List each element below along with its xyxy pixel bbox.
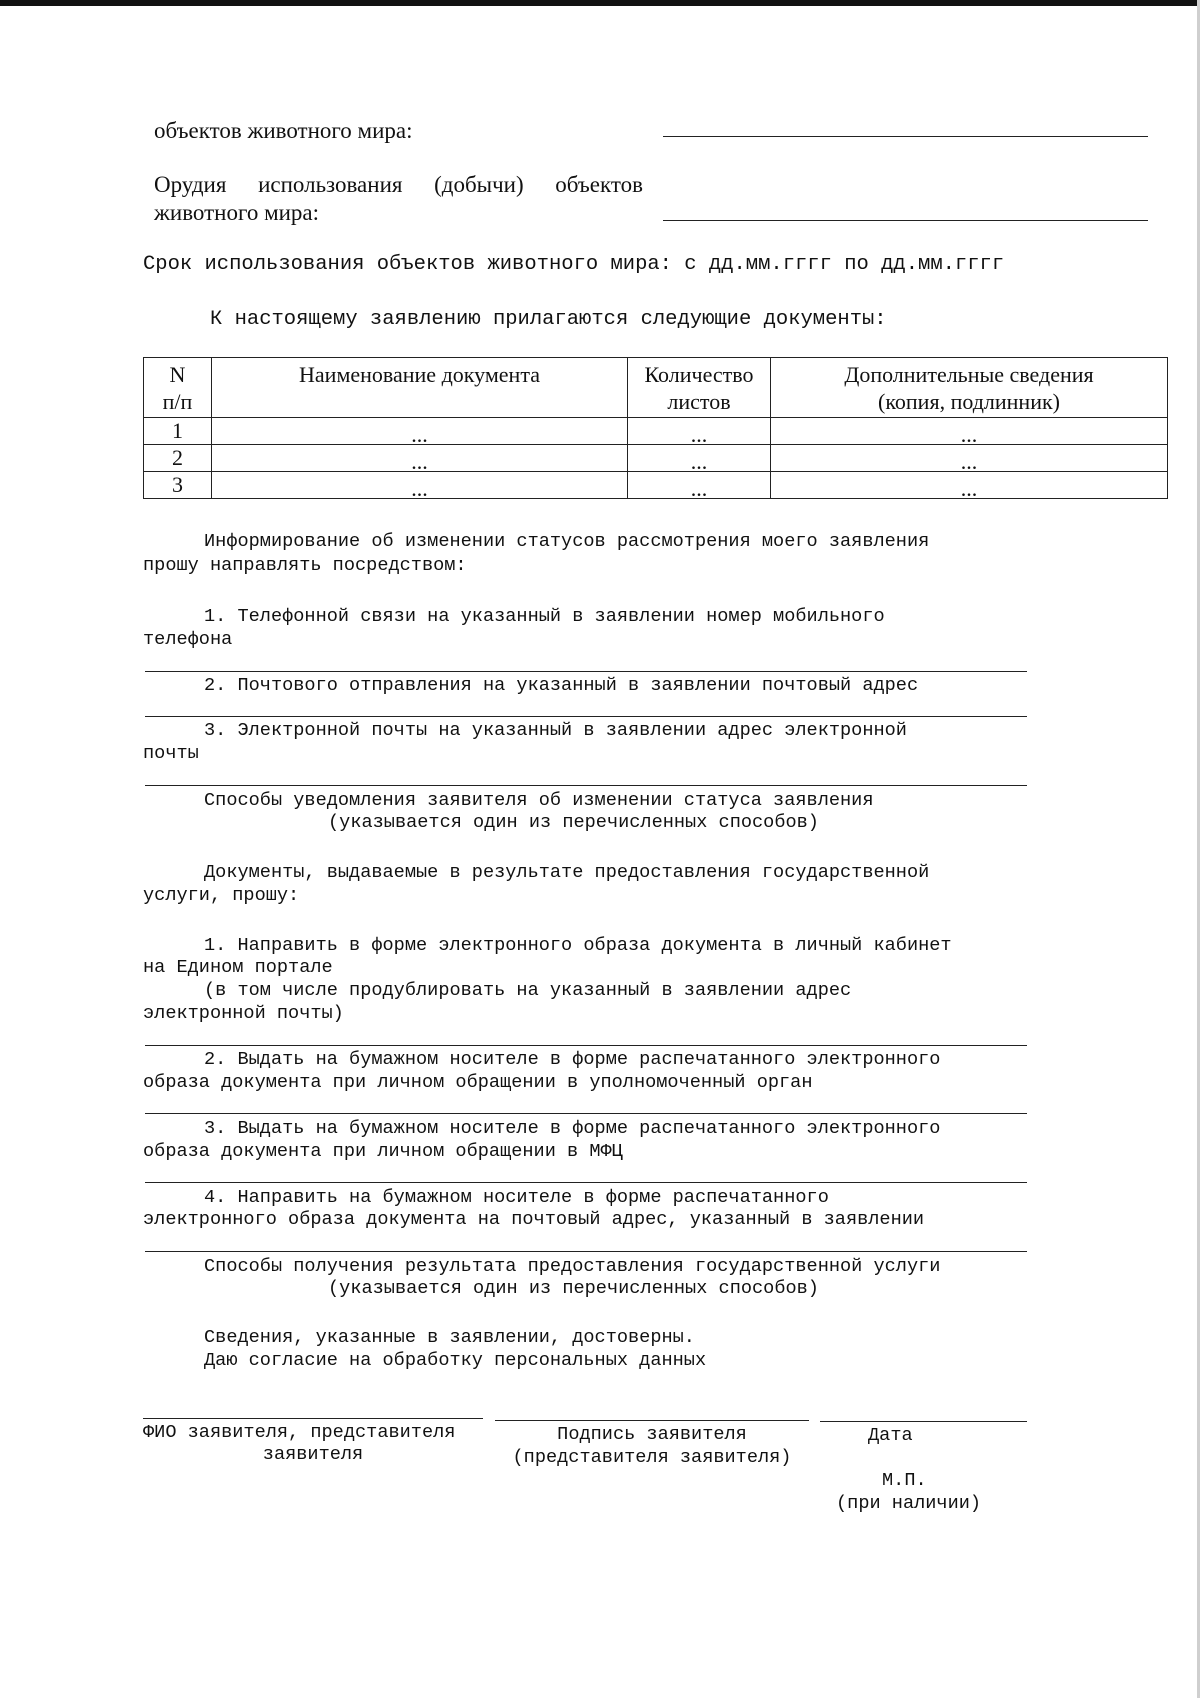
result-option-authority-cont: образа документа при личном обращении в уполномоченный орган bbox=[143, 1072, 813, 1093]
table-row bbox=[144, 445, 1168, 472]
consent-line1: Сведения, указанные в заявлении, достоверны. bbox=[204, 1327, 695, 1348]
documents-table-header bbox=[144, 358, 1168, 418]
signature-field[interactable] bbox=[495, 1420, 809, 1421]
tools-word-1: Орудия bbox=[154, 172, 227, 197]
tools-label-line2: животного мира: bbox=[154, 200, 320, 225]
status-info-line2: прошу направлять посредством: bbox=[143, 555, 467, 576]
tools-word-4: объектов bbox=[555, 172, 643, 197]
tools-word-2: использования bbox=[258, 172, 403, 197]
header-num bbox=[144, 358, 212, 418]
header-count bbox=[628, 358, 771, 418]
divider bbox=[145, 1251, 1027, 1252]
row-doc-name[interactable]: ... bbox=[212, 445, 628, 472]
notify-caption-line1: Способы уведомления заявителя об изменении статуса заявления bbox=[204, 790, 874, 811]
result-caption-line2: (указывается один из перечисленных способов) bbox=[328, 1278, 819, 1299]
table-row bbox=[144, 418, 1168, 445]
row-sheet-count[interactable]: ... bbox=[628, 445, 771, 472]
row-doc-name[interactable]: ... bbox=[212, 418, 628, 445]
result-option-authority[interactable]: 2. Выдать на бумажном носителе в форме распечатанного электронного bbox=[204, 1049, 941, 1070]
result-option-mfc-cont: образа документа при личном обращении в МФЦ bbox=[143, 1141, 623, 1162]
result-option-portal-note: (в том числе продублировать на указанный в заявлении адрес bbox=[204, 980, 852, 1001]
notify-caption-line2: (указывается один из перечисленных способов) bbox=[328, 812, 819, 833]
row-number: 1 bbox=[144, 418, 212, 445]
date-label: Дата bbox=[868, 1425, 913, 1446]
fio-label-line1: ФИО заявителя, представителя bbox=[143, 1422, 456, 1443]
divider bbox=[145, 716, 1027, 717]
header-extra-line2: (копия, подлинник) bbox=[878, 389, 1060, 414]
scan-top-edge bbox=[0, 0, 1200, 6]
tools-label-line1 bbox=[154, 172, 643, 198]
notify-option-post[interactable]: 2. Почтового отправления на указанный в заявлении почтовый адрес bbox=[204, 675, 919, 696]
row-extra-info[interactable]: ... bbox=[771, 445, 1168, 472]
divider bbox=[145, 1113, 1027, 1114]
result-docs-line2: услуги, прошу: bbox=[143, 885, 300, 906]
row-sheet-count[interactable]: ... bbox=[628, 472, 771, 499]
row-sheet-count[interactable]: ... bbox=[628, 418, 771, 445]
divider bbox=[145, 785, 1027, 786]
divider bbox=[145, 1182, 1027, 1183]
stamp-note: (при наличии) bbox=[836, 1493, 982, 1514]
header-extra-line1: Дополнительные сведения bbox=[844, 362, 1094, 387]
notify-option-phone-cont: телефона bbox=[143, 629, 233, 650]
header-count-line1: Количество bbox=[644, 362, 754, 387]
header-extra bbox=[771, 358, 1168, 418]
result-option-portal-cont: на Едином портале bbox=[143, 957, 333, 978]
stamp-label: М.П. bbox=[882, 1470, 927, 1491]
signature-label-line2: (представителя заявителя) bbox=[512, 1447, 792, 1468]
row-extra-info[interactable]: ... bbox=[771, 472, 1168, 499]
status-info-line1: Информирование об изменении статусов рассмотрения моего заявления bbox=[204, 531, 930, 552]
documents-table bbox=[143, 357, 1168, 499]
fio-label-line2: заявителя bbox=[262, 1444, 364, 1465]
header-num-line1: N bbox=[169, 362, 186, 387]
header-count-line2: листов bbox=[667, 389, 731, 414]
header-name bbox=[212, 358, 628, 418]
usage-period: Срок использования объектов животного мира: с дд.мм.гггг по дд.мм.гггг bbox=[143, 253, 1005, 276]
date-field[interactable] bbox=[820, 1421, 1027, 1422]
result-docs-line1: Документы, выдаваемые в результате предоставления государственной bbox=[204, 862, 930, 883]
result-option-mail[interactable]: 4. Направить на бумажном носителе в форме распечатанного bbox=[204, 1187, 829, 1208]
animal-objects-field[interactable] bbox=[663, 136, 1148, 137]
notify-option-phone[interactable]: 1. Телефонной связи на указанный в заявлении номер мобильного bbox=[204, 606, 885, 627]
notify-option-email[interactable]: 3. Электронной почты на указанный в заявлении адрес электронной bbox=[204, 720, 907, 741]
attachments-intro: К настоящему заявлению прилагаются следующие документы: bbox=[210, 308, 887, 331]
row-number: 2 bbox=[144, 445, 212, 472]
row-extra-info[interactable]: ... bbox=[771, 418, 1168, 445]
result-caption-line1: Способы получения результата предоставления государственной услуги bbox=[204, 1256, 941, 1277]
row-number: 3 bbox=[144, 472, 212, 499]
result-option-mfc[interactable]: 3. Выдать на бумажном носителе в форме распечатанного электронного bbox=[204, 1118, 941, 1139]
table-row bbox=[144, 472, 1168, 499]
result-option-mail-cont: электронного образа документа на почтовый адрес, указанный в заявлении bbox=[143, 1209, 925, 1230]
consent-line2: Даю согласие на обработку персональных данных bbox=[204, 1350, 707, 1371]
result-option-portal-note-cont: электронной почты) bbox=[143, 1003, 344, 1024]
tools-word-3: (добычи) bbox=[434, 172, 524, 197]
notify-option-email-cont: почты bbox=[143, 743, 199, 764]
divider bbox=[145, 1045, 1027, 1046]
header-num-line2: п/п bbox=[162, 389, 193, 414]
fio-field[interactable] bbox=[143, 1418, 483, 1419]
row-doc-name[interactable]: ... bbox=[212, 472, 628, 499]
header-name-text: Наименование документа bbox=[299, 362, 540, 387]
result-option-portal[interactable]: 1. Направить в форме электронного образа документа в личный кабинет bbox=[204, 935, 952, 956]
animal-objects-label: объектов животного мира: bbox=[154, 118, 413, 143]
divider bbox=[145, 671, 1027, 672]
tools-field[interactable] bbox=[663, 220, 1148, 221]
signature-label-line1: Подпись заявителя bbox=[557, 1424, 747, 1445]
